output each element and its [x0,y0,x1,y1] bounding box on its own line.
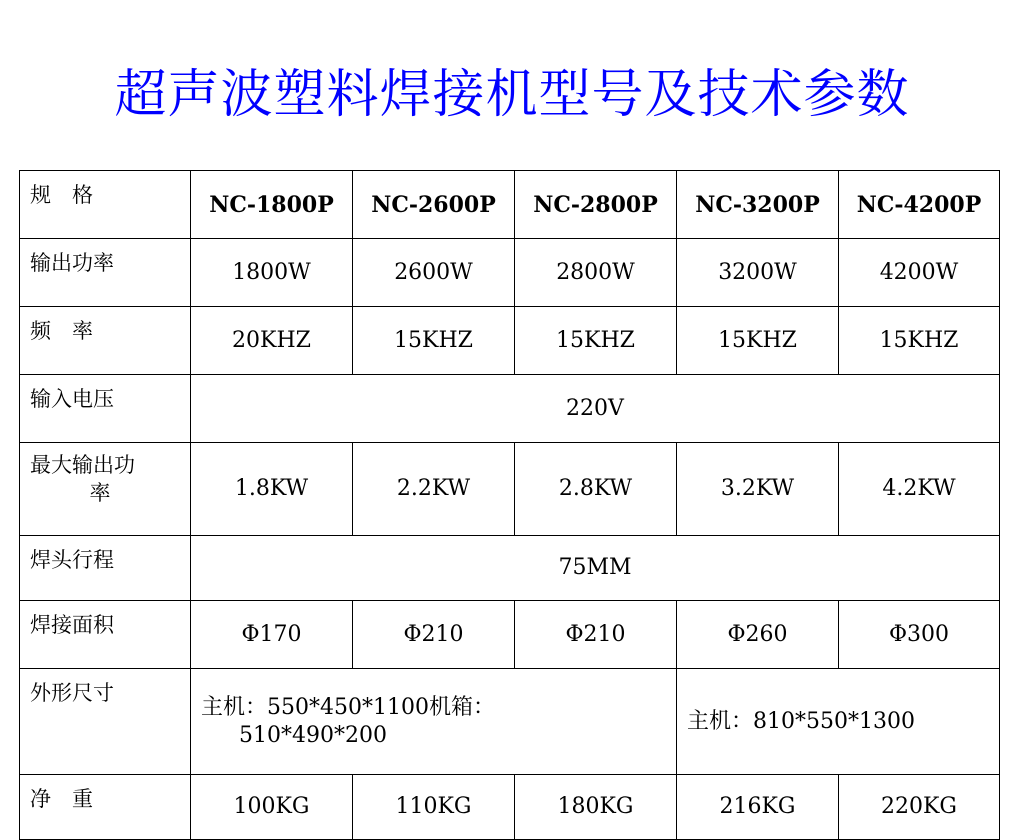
value-cell: 220KG [839,775,1000,840]
dimensions-a-line-1: 主机：550*450*1100机箱： [201,694,495,720]
table-row-max-output-power [20,443,1000,536]
value-cell: Φ170 [191,601,353,669]
model-cell: NC-2800P [515,171,677,239]
dimensions-a-line-2: 510*490*200 [239,722,387,748]
table-row-input-voltage [20,375,1000,443]
label-line-2: 率 [89,481,111,505]
value-cell: 216KG [677,775,839,840]
label-line-1: 最大输出功 [30,453,135,477]
row-label-input-voltage: 输入电压 [20,375,191,443]
value-cell: Φ210 [353,601,515,669]
value-cell: 15KHZ [839,307,1000,375]
value-cell: Φ300 [839,601,1000,669]
value-cell: 2600W [353,239,515,307]
row-label-output-power: 输出功率 [20,239,191,307]
value-cell: Φ210 [515,601,677,669]
table-row-welding-area [20,601,1000,669]
value-cell: 4200W [839,239,1000,307]
model-cell: NC-4200P [839,171,1000,239]
table-row-frequency [20,307,1000,375]
row-label-max-output-power [20,443,191,536]
table-row-output-power [20,239,1000,307]
model-cell: NC-3200P [677,171,839,239]
value-cell: 2.2KW [353,443,515,536]
value-cell: 100KG [191,775,353,840]
value-cell: 15KHZ [515,307,677,375]
row-label-dimensions: 外形尺寸 [20,669,191,775]
dimensions-cell-a [191,669,677,775]
model-cell: NC-2600P [353,171,515,239]
value-cell: 2.8KW [515,443,677,536]
value-cell: 4.2KW [839,443,1000,536]
row-label-head-stroke: 焊头行程 [20,536,191,601]
value-cell: 2800W [515,239,677,307]
value-cell: 1.8KW [191,443,353,536]
value-cell: 110KG [353,775,515,840]
value-cell: 3200W [677,239,839,307]
merged-value-cell: 75MM [191,536,1000,601]
row-label-spec: 规 格 [20,171,191,239]
table-row-net-weight [20,775,1000,840]
value-cell: 180KG [515,775,677,840]
merged-value-cell: 220V [191,375,1000,443]
model-cell: NC-1800P [191,171,353,239]
slide-title: 超声波塑料焊接机型号及技术参数 [114,65,910,125]
row-label-frequency: 频 率 [20,307,191,375]
value-cell: Φ260 [677,601,839,669]
value-cell: 15KHZ [353,307,515,375]
table-row-head-stroke [20,536,1000,601]
table-row-spec [20,171,1000,239]
value-cell: 3.2KW [677,443,839,536]
dimensions-cell-b: 主机：810*550*1300 [677,669,1000,775]
row-label-net-weight: 净 重 [20,775,191,840]
row-label-welding-area: 焊接面积 [20,601,191,669]
spec-table [19,170,1000,840]
value-cell: 15KHZ [677,307,839,375]
value-cell: 1800W [191,239,353,307]
table-row-dimensions [20,669,1000,775]
value-cell: 20KHZ [191,307,353,375]
